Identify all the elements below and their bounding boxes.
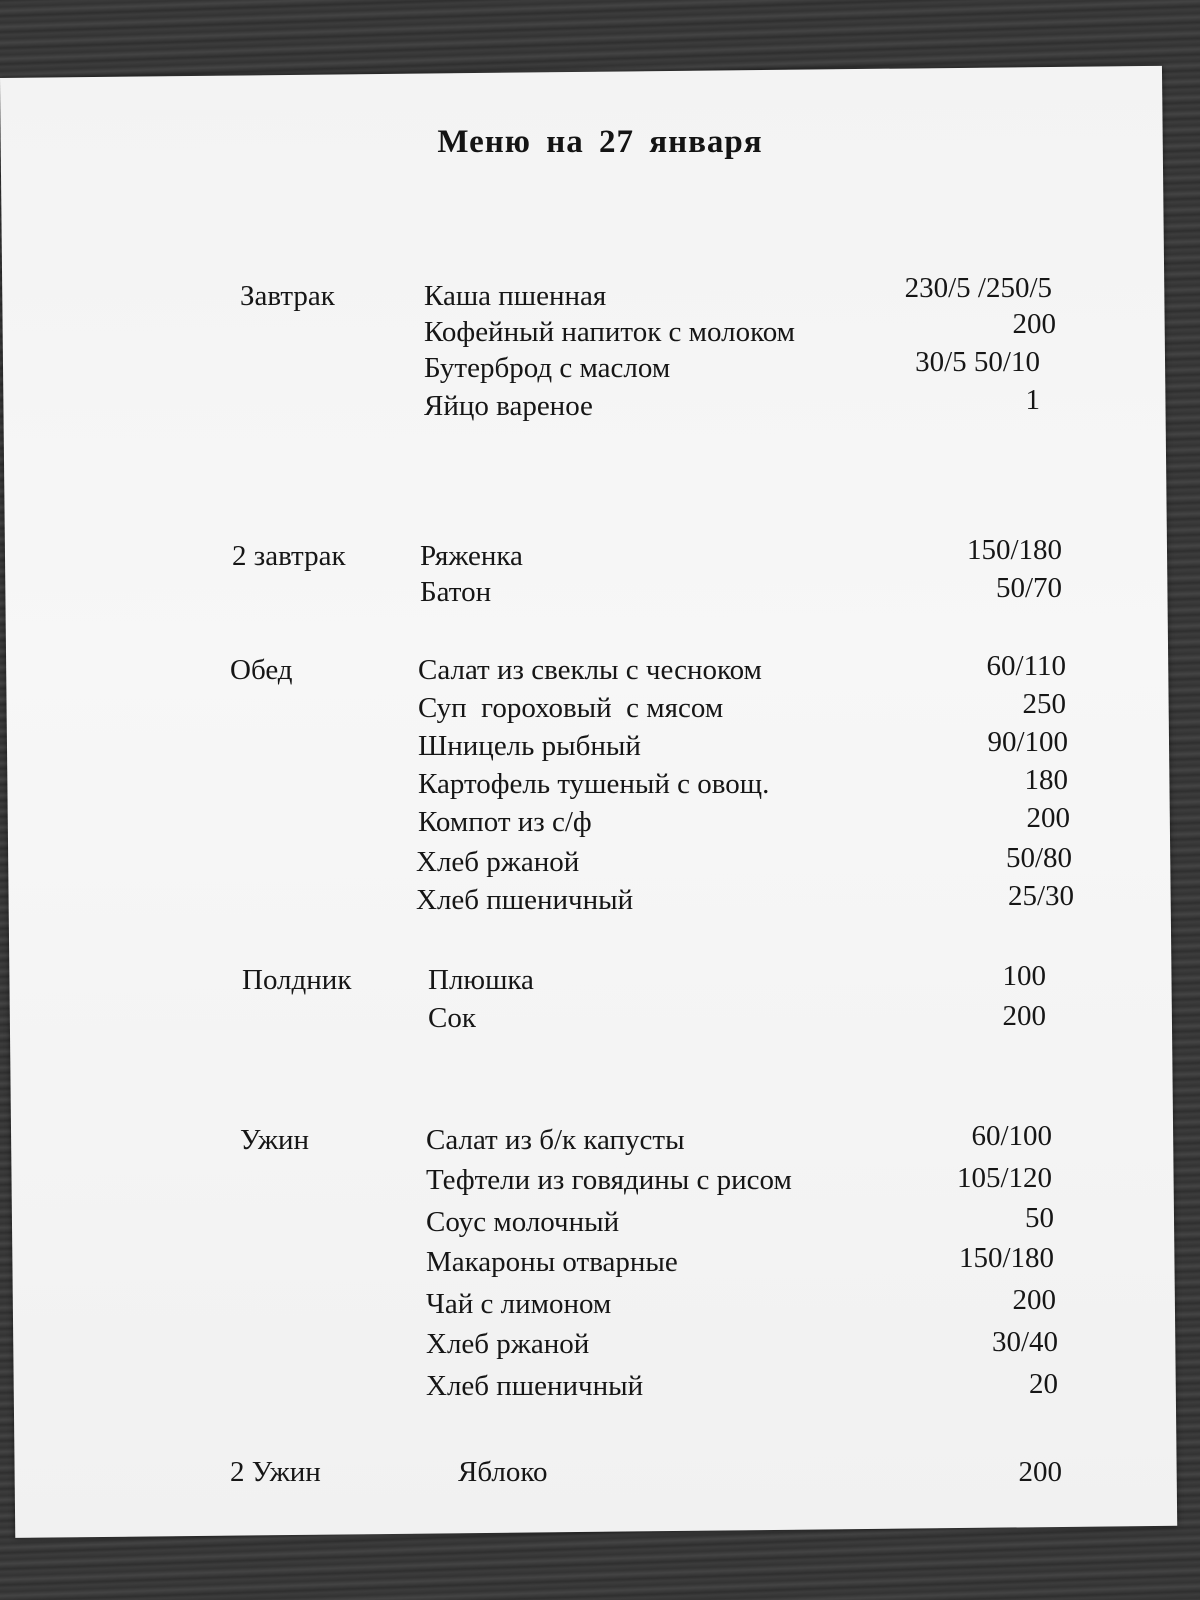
menu-item-name: Яблоко [458, 1456, 548, 1488]
menu-item-portion: 30/5 50/10 [915, 346, 1040, 378]
menu-item-portion: 105/120 [956, 1162, 1052, 1194]
section-label-lunch: Обед [230, 654, 293, 686]
menu-item-portion: 200 [1012, 1284, 1056, 1316]
menu-item-portion: 250 [1022, 688, 1066, 720]
menu-item-portion: 20 [1029, 1368, 1058, 1400]
menu-item-portion: 180 [1024, 764, 1068, 796]
menu-item-portion: 60/110 [986, 650, 1066, 682]
menu-item-name: Салат из свеклы с чесноком [418, 654, 762, 686]
menu-item-name: Хлеб ржаной [426, 1328, 590, 1360]
menu-item-portion: 60/100 [971, 1120, 1052, 1152]
menu-item-name: Хлеб пшеничный [416, 884, 634, 916]
menu-item-name: Макароны отварные [426, 1246, 678, 1278]
menu-item-portion: 30/40 [991, 1326, 1058, 1358]
menu-item-name: Яйцо вареное [424, 390, 593, 422]
menu-item-name: Бутерброд с маслом [424, 352, 671, 384]
menu-item-name: Картофель тушеный с овощ. [418, 768, 770, 800]
menu-item-portion: 100 [1002, 960, 1046, 992]
menu-item-name: Ряженка [420, 540, 523, 572]
menu-item-portion: 150/180 [966, 534, 1062, 566]
menu-item-portion: 50 [1025, 1202, 1054, 1234]
menu-item-name: Шницель рыбный [418, 730, 641, 762]
menu-item-name: Сок [428, 1002, 476, 1034]
menu-item-portion: 50/70 [995, 572, 1062, 604]
menu-item-name: Плюшка [428, 964, 534, 996]
section-label-dinner: Ужин [240, 1124, 310, 1156]
menu-item-name: Салат из б/к капусты [426, 1124, 685, 1156]
section-label-afternoon-snack: Полдник [242, 964, 352, 996]
menu-item-portion: 25/30 [1007, 880, 1074, 912]
page-title: Меню на 27 января [437, 124, 763, 160]
menu-item-name: Чай с лимоном [426, 1288, 612, 1320]
menu-item-portion: 200 [1018, 1456, 1062, 1488]
menu-item-portion: 200 [1026, 802, 1070, 834]
menu-item-portion: 230/5 /250/5 [904, 272, 1052, 304]
menu-item-portion: 200 [1012, 308, 1056, 340]
menu-item-name: Соус молочный [426, 1206, 620, 1238]
menu-item-name: Суп гороховый с мясом [418, 692, 724, 724]
menu-item-name: Тефтели из говядины с рисом [426, 1164, 792, 1196]
menu-item-name: Компот из с/ф [418, 806, 592, 838]
menu-item-portion: 200 [1002, 1000, 1046, 1032]
menu-item-name: Хлеб ржаной [416, 846, 580, 878]
menu-item-name: Хлеб пшеничный [426, 1370, 644, 1402]
menu-item-name: Кофейный напиток с молоком [424, 316, 796, 348]
menu-item-name: Каша пшенная [424, 280, 607, 312]
menu-item-portion: 150/180 [958, 1242, 1054, 1274]
menu-item-portion: 1 [1025, 384, 1040, 416]
menu-item-name: Батон [420, 576, 492, 608]
section-label-second-breakfast: 2 завтрак [232, 540, 346, 572]
section-label-second-dinner: 2 Ужин [230, 1456, 321, 1488]
menu-item-portion: 50/80 [1005, 842, 1072, 874]
menu-item-portion: 90/100 [987, 726, 1068, 758]
section-label-breakfast: Завтрак [240, 280, 335, 312]
